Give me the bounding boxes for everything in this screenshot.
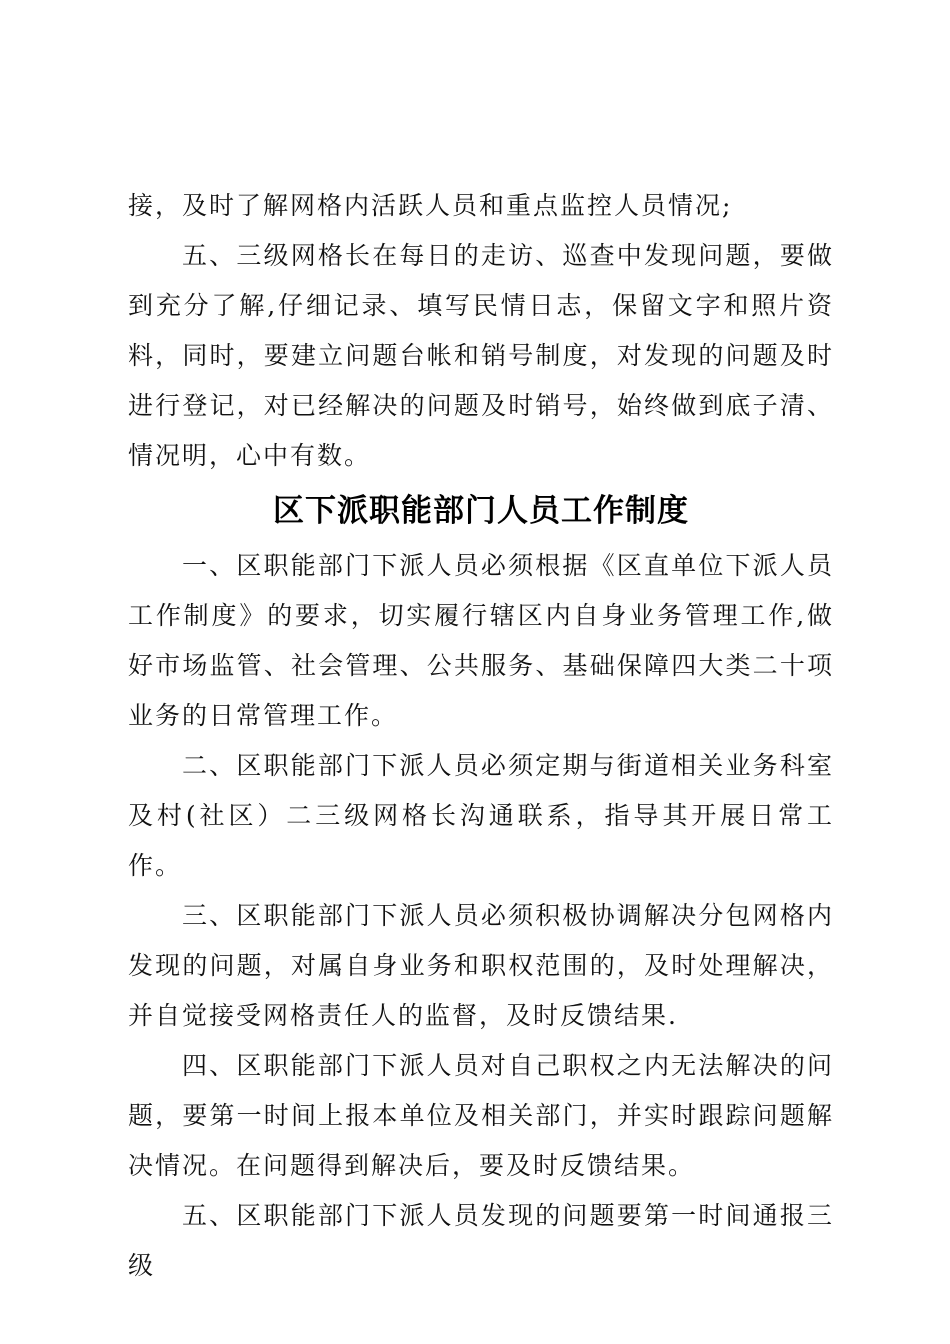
paragraph-rule-4: 四、区职能部门下派人员对自己职权之内无法解决的问题，要第一时间上报本单位及相关部门，并实时跟踪问题解决情况。在问题得到解决后，要及时反馈结果。 [128, 1051, 834, 1180]
paragraph-continuation: 接，及时了解网格内活跃人员和重点监控人员情况; [128, 191, 733, 220]
section-title: 区下派职能部门人员工作制度 [273, 493, 689, 529]
paragraph-rule-3: 三、区职能部门下派人员必须积极协调解决分包网格内发现的问题，对属自身业务和职权范围的，及时处理解决，并自觉接受网格责任人的监督，及时反馈结果. [128, 901, 834, 1030]
paragraph-rule-5: 五、区职能部门下派人员发现的问题要第一时间通报三级 [128, 1201, 834, 1280]
paragraph-rule-2: 二、区职能部门下派人员必须定期与街道相关业务科室及村(社区）二三级网格长沟通联系，指导其开展日常工作。 [128, 751, 834, 880]
document-body [128, 181, 834, 1291]
paragraph-item-5: 五、三级网格长在每日的走访、巡查中发现问题，要做到充分了解,仔细记录、填写民情日志，保留文字和照片资料，同时，要建立问题台帐和销号制度，对发现的问题及时进行登记，对已经解决的问题及时销号，始终做到底子清、情况明，心中有数。 [128, 241, 834, 470]
paragraph-rule-1: 一、区职能部门下派人员必须根据《区直单位下派人员工作制度》的要求，切实履行辖区内自身业务管理工作,做好市场监管、社会管理、公共服务、基础保障四大类二十项业务的日常管理工作。 [128, 551, 834, 730]
